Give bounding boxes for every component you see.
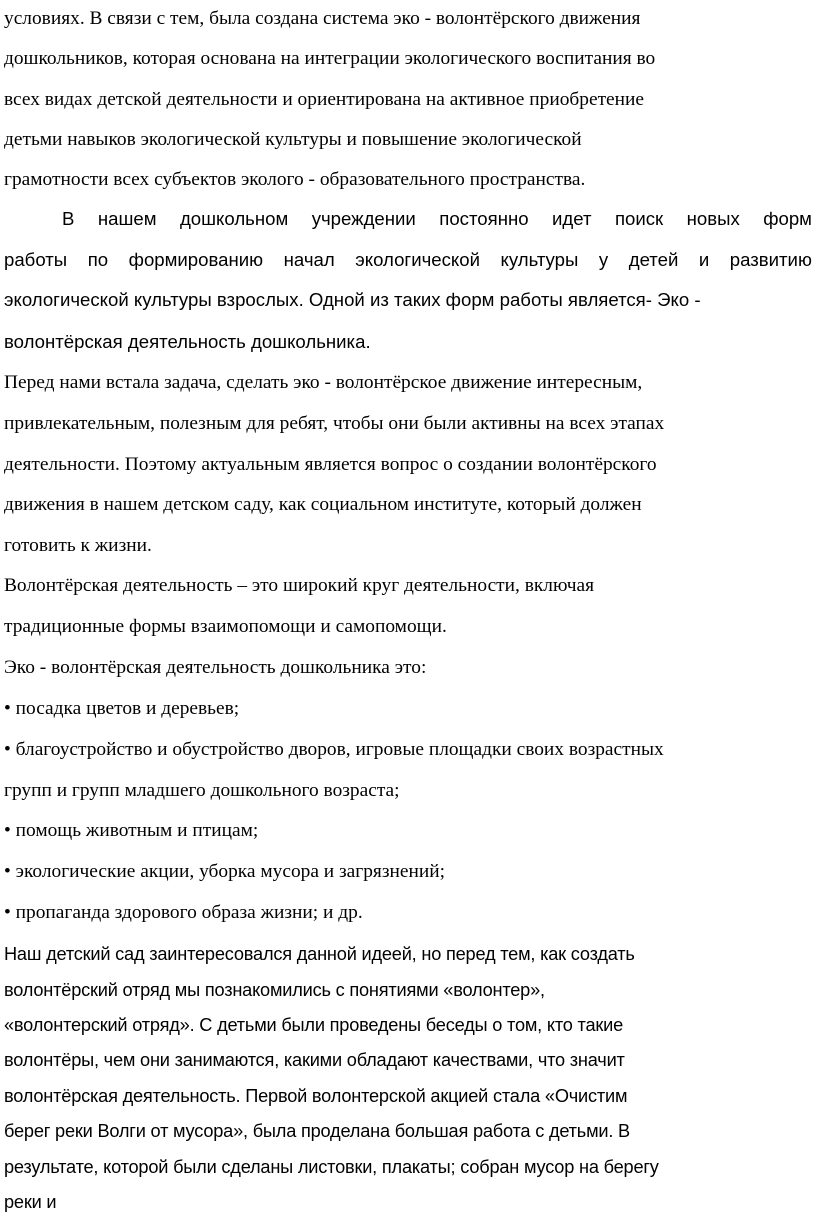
word: форм (763, 208, 812, 229)
list-item: • благоустройство и обустройство дворов, игровые площадки своих возрастных (4, 739, 664, 760)
list-item: • посадка цветов и деревьев; (4, 698, 240, 719)
word: экологической (355, 249, 480, 270)
word: работы (4, 249, 68, 270)
text-line: волонтёрская деятельность дошкольника. (4, 331, 371, 352)
text-line: традиционные формы взаимопомощи и самопомощи. (4, 616, 447, 637)
text-line: привлекательным, полезным для ребят, чтобы они были активны на всех этапах (4, 413, 665, 434)
text-line: волонтёры, чем они занимаются, какими обладают качествами, что значит (4, 1050, 625, 1070)
text-line (62, 206, 812, 232)
text-line (4, 247, 812, 273)
list-intro: Эко - волонтёрская деятельность дошкольника это: (4, 657, 427, 678)
list-item: групп и групп младшего дошкольного возраста; (4, 780, 400, 801)
word: новых (686, 208, 740, 229)
list-item: • пропаганда здорового образа жизни; и др. (4, 902, 363, 923)
text-line: всех видах детской деятельности и ориентирована на активное приобретение (4, 89, 645, 110)
text-line: грамотности всех субъектов эколого - образовательного пространства. (4, 169, 586, 190)
text-line: движения в нашем детском саду, как социальном институте, который должен (4, 494, 642, 515)
word: культуры (500, 249, 579, 270)
word: формированию (128, 249, 264, 270)
text-line: Волонтёрская деятельность – это широкий круг деятельности, включая (4, 575, 595, 596)
text-line: берег реки Волги от мусора», была проделана большая работа с детьми. В (4, 1121, 630, 1141)
text-line: волонтёрская деятельность. Первой волонтерской акцией стала «Очистим (4, 1086, 628, 1106)
word: по (87, 249, 109, 270)
word: учреждении (311, 208, 416, 229)
text-line: волонтёрский отряд мы познакомились с понятиями «волонтер», (4, 980, 545, 1000)
list-item: • помощь животным и птицам; (4, 820, 259, 841)
text-line: готовить к жизни. (4, 535, 152, 556)
text-line: детьми навыков экологической культуры и повышение экологической (4, 129, 582, 150)
text-line: Наш детский сад заинтересовался данной идеей, но перед тем, как создать (4, 944, 635, 964)
text-line: условиях. В связи с тем, была создана система эко - волонтёрского движения (4, 8, 641, 29)
word: и (698, 249, 710, 270)
text-line: реки и (4, 1192, 57, 1212)
word: поиск (614, 208, 664, 229)
word: развитию (729, 249, 812, 270)
text-line: результате, которой были сделаны листовки, плакаты; собран мусор на берегу (4, 1157, 659, 1177)
word: В (62, 208, 75, 229)
word: идет (552, 208, 592, 229)
text-line: «волонтерский отряд». С детьми были проведены беседы о том, кто такие (4, 1015, 623, 1035)
word: детей (628, 249, 679, 270)
word: начал (283, 249, 335, 270)
word: постоянно (439, 208, 529, 229)
word: нашем (97, 208, 157, 229)
text-line: дошкольников, которая основана на интеграции экологического воспитания во (4, 48, 656, 69)
word: у (598, 249, 609, 270)
text-line: деятельности. Поэтому актуальным является вопрос о создании волонтёрского (4, 454, 657, 475)
text-line: экологической культуры взрослых. Одной из таких форм работы является- Эко - (4, 289, 701, 310)
list-item: • экологические акции, уборка мусора и загрязнений; (4, 861, 446, 882)
word: дошкольном (179, 208, 289, 229)
text-line: Перед нами встала задача, сделать эко - волонтёрское движение интересным, (4, 372, 643, 393)
